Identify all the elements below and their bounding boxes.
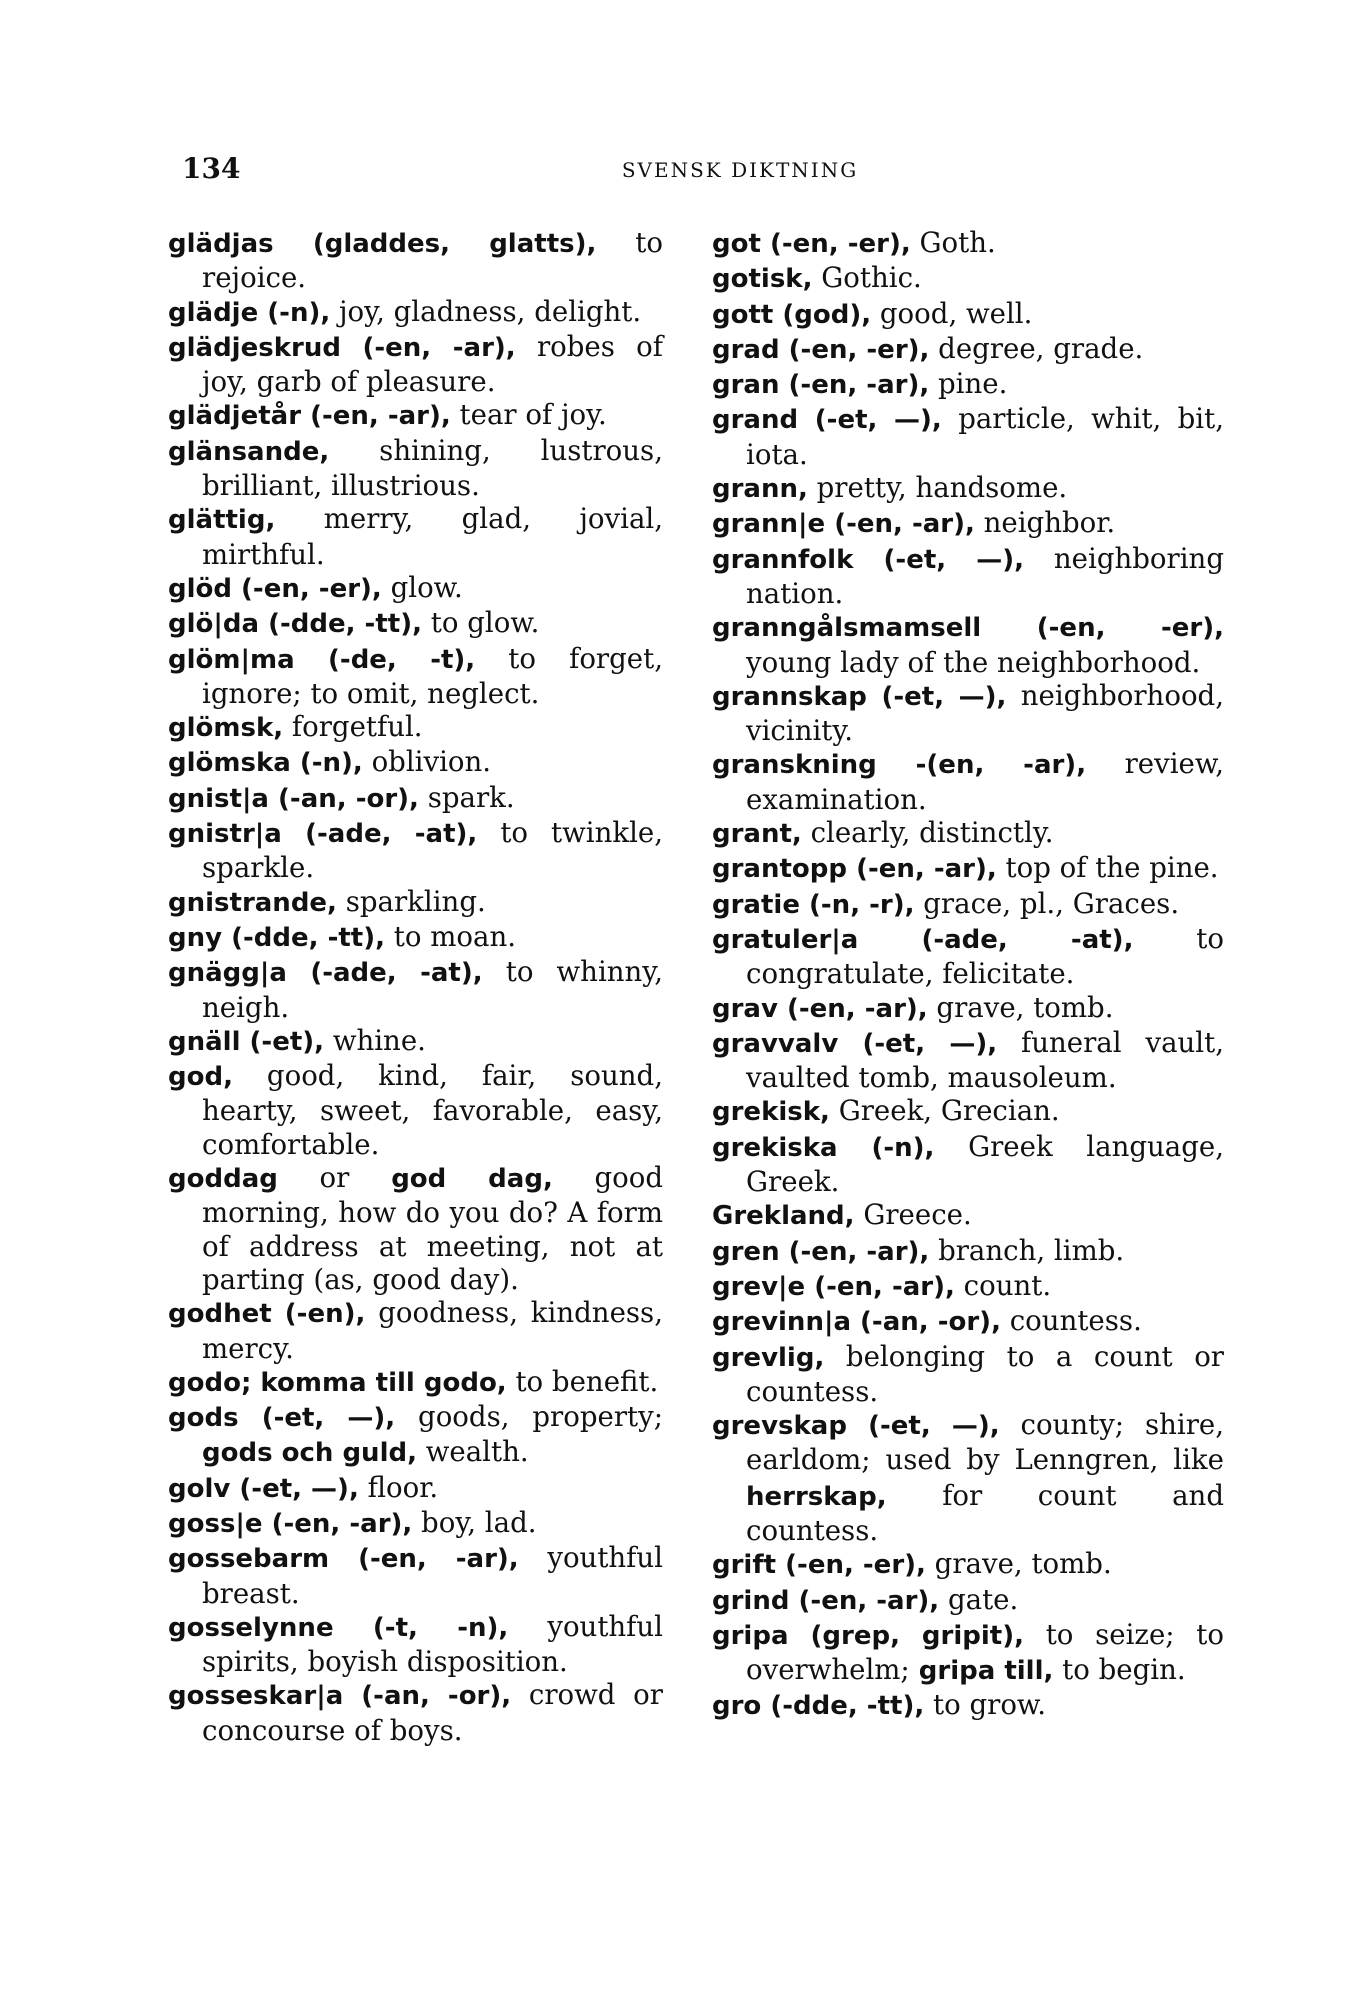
entry-definition: joy, gladness, delight. (330, 294, 642, 328)
entry-headword: gny (168, 922, 223, 953)
entry-definition: Greek language, Greek. (746, 1129, 1225, 1199)
entry-headword: grannfolk (712, 544, 854, 575)
entry-definition: whine. (324, 1023, 426, 1057)
page-header (160, 152, 1230, 192)
entry-definition: goodness, kindness, mercy. (202, 1296, 663, 1365)
dictionary-entry (168, 1059, 663, 1161)
entry-headword: godhet (168, 1299, 272, 1330)
entry-inflection: (-dde, -tt), (222, 922, 385, 953)
entry-headword: gott (712, 299, 774, 330)
entry-definition: to glow. (421, 606, 540, 640)
entry-headword: gosselynne (168, 1612, 334, 1643)
dictionary-entry (712, 506, 1224, 541)
entry-inflection: (-en, -ar), (340, 332, 516, 363)
dictionary-entry (168, 710, 663, 745)
entry-definition: branch, limb. (929, 1233, 1125, 1267)
dictionary-entry (168, 502, 663, 571)
dictionary-entry (168, 398, 663, 433)
entry-inflection: komma till godo, (251, 1367, 507, 1398)
dictionary-entry (168, 885, 663, 920)
entry-headword: grev|e (712, 1271, 806, 1302)
entry-inflection: (-en, -ar), (301, 401, 451, 432)
entry-definition: review, examination. (746, 747, 1225, 816)
entry-inflection: (-an, -or), (851, 1307, 1001, 1338)
entry-definition: to congratulate, felicitate. (746, 921, 1224, 991)
dictionary-entry (168, 295, 663, 330)
entry-headword: gnistrande, (168, 887, 337, 918)
entry-headword: glädje (168, 297, 259, 328)
entry-definition: youthful spirits, boyish disposition. (202, 1609, 663, 1679)
entry-headword: gren (712, 1236, 780, 1267)
entry-inflection: (-en, -ar), (789, 1585, 940, 1616)
entry-headword: glömsk, (168, 713, 284, 744)
entry-headword: gossebarm (168, 1544, 330, 1575)
entry-headword: gnäll (168, 1026, 241, 1057)
dictionary-entry (168, 1365, 663, 1400)
entry-headword: golv (168, 1473, 231, 1504)
dictionary-entry (712, 1583, 1224, 1618)
entry-headword: gripa (712, 1620, 789, 1651)
entry-headword: grift (712, 1550, 777, 1581)
entry-inflection: (-en, -er), (232, 573, 382, 604)
dictionary-entry (168, 1541, 663, 1610)
dictionary-entry (712, 1198, 1224, 1233)
entry-definition: good morning, how do you do? A form of address at meeting, not at parting (as, good day). (202, 1161, 664, 1296)
entry-headword: gnägg|a (168, 958, 287, 989)
entry-inflection: (-en, -ar), (777, 993, 928, 1024)
entry-inflection: (-n), (258, 297, 331, 328)
entry-definition: to moan. (385, 919, 517, 953)
entry-definition: merry, glad, jovial, mirthful. (202, 502, 663, 571)
entry-inflection: (-en), (271, 1299, 366, 1330)
dictionary-entry (168, 1506, 663, 1541)
entry-headword: glöm|ma (168, 644, 295, 675)
entry-definition: to begin. (1053, 1653, 1186, 1687)
entry-headword: grevskap (712, 1411, 847, 1442)
entry-definition: Greek, Grecian. (829, 1094, 1060, 1128)
entry-definition: neighboring nation. (746, 541, 1224, 610)
entry-phrase: god dag, (349, 1164, 553, 1195)
dictionary-entry (712, 816, 1224, 851)
dictionary-entry (712, 1547, 1224, 1582)
dictionary-entry (168, 955, 663, 1024)
entry-phrase: gods och guld, (202, 1438, 417, 1469)
dictionary-entry (168, 1610, 663, 1679)
entry-definition: pine. (929, 367, 1008, 401)
dictionary-entry (712, 1688, 1224, 1723)
entry-inflection: (-et, —), (238, 1403, 396, 1434)
entry-definition: good, well. (871, 296, 1033, 330)
entry-definition: forgetful. (283, 710, 423, 744)
entry-headword: got (712, 229, 761, 259)
dictionary-entry (168, 1400, 663, 1471)
entry-definition: funeral vault, vaulted tomb, mausoleum. (746, 1025, 1224, 1095)
entry-definition: to twinkle, sparkle. (202, 816, 664, 885)
entry-definition: grace, pl., Graces. (914, 886, 1180, 920)
entry-inflection: (-dde, -tt), (259, 609, 422, 640)
entry-definition: sparkling. (336, 884, 486, 918)
dictionary-entry (712, 261, 1224, 296)
entry-inflection: (-et), (240, 1026, 325, 1057)
entry-headword: grant, (712, 819, 802, 850)
dictionary-entry (168, 920, 663, 955)
entry-inflection: (-n), (837, 1132, 935, 1163)
entry-headword: glädjeskrud (168, 332, 341, 363)
entry-headword: grind (712, 1585, 790, 1616)
entry-headword: gnistr|a (168, 819, 282, 850)
entry-headword: gran (712, 370, 780, 401)
entry-headword: grann|e (712, 509, 826, 540)
dictionary-entry (168, 434, 663, 503)
entry-headword: glö|da (168, 609, 260, 640)
entry-inflection: (-en, -ar), (329, 1544, 519, 1575)
entry-inflection: (-en, -ar), (779, 370, 930, 401)
entry-inflection: (-et, —), (230, 1473, 359, 1504)
dictionary-entry (712, 747, 1224, 816)
dictionary-entry (712, 922, 1224, 991)
entry-definition: to rejoice. (202, 226, 663, 295)
entry-phrase: herrskap, (746, 1481, 887, 1512)
entry-definition: pretty, handsome. (807, 471, 1068, 505)
dictionary-entry (168, 571, 663, 606)
entry-headword: grann, (712, 474, 808, 505)
entry-headword: gro (712, 1691, 762, 1722)
entry-headword: gosseskar|a (168, 1681, 344, 1712)
entry-definition: countess. (1000, 1304, 1142, 1338)
entry-headword: glädjas (168, 229, 274, 259)
entry-inflection: -(en, -ar), (876, 750, 1087, 781)
entry-headword: god, (168, 1062, 233, 1093)
entry-inflection: (-ade, -at), (286, 958, 483, 989)
entry-headword: grantopp (712, 854, 848, 885)
entry-definition: particle, whit, bit, iota. (746, 402, 1224, 471)
entry-inflection: (-de, -t), (294, 644, 476, 675)
entry-definition: or (277, 1161, 350, 1195)
dictionary-entry (168, 1471, 663, 1506)
entry-definition: wealth. (416, 1435, 529, 1469)
entry-definition: glow. (381, 570, 463, 604)
dictionary-entry (168, 816, 663, 885)
entry-inflection: (-en, -er), (776, 1550, 926, 1581)
entry-definition: for count and countess. (746, 1478, 1224, 1547)
dictionary-entry (712, 367, 1224, 402)
entry-definition: neighbor. (974, 506, 1116, 540)
entry-definition: grave, tomb. (927, 990, 1114, 1024)
entry-headword: granngålsmamsell (712, 613, 982, 644)
entry-definition: belonging to a count or countess. (746, 1339, 1224, 1408)
entry-headword: grad (712, 334, 780, 365)
dictionary-entry (712, 1094, 1224, 1129)
entry-inflection: (grep, gripit), (788, 1620, 1024, 1651)
entry-inflection: (-an, -or), (343, 1681, 512, 1712)
dictionary-entry (712, 1026, 1224, 1095)
entry-definition: degree, grade. (929, 331, 1144, 365)
dictionary-entry (712, 226, 1224, 261)
entry-inflection: (-en, -ar), (262, 1508, 413, 1539)
entry-definition: Goth. (910, 226, 996, 259)
entry-headword: grevlig, (712, 1342, 825, 1373)
entry-inflection: (-en, -er), (779, 334, 930, 365)
dictionary-entry (168, 1161, 663, 1296)
entry-inflection: (-et, —), (846, 1411, 1000, 1442)
entry-inflection: (-an, -or), (268, 783, 419, 814)
entry-definition: to forget, ignore; to omit, neglect. (202, 641, 663, 710)
dictionary-entry (712, 297, 1224, 332)
dictionary-entry (168, 1296, 663, 1365)
entry-inflection: (-en, -er), (760, 229, 911, 259)
dictionary-entry (712, 851, 1224, 886)
dictionary-entry (712, 887, 1224, 922)
entry-definition: crowd or concourse of boys. (202, 1678, 663, 1747)
dictionary-entry (712, 679, 1224, 748)
page-number: 134 (182, 152, 241, 185)
entry-headword: gratie (712, 889, 800, 920)
entry-headword: grekisk, (712, 1097, 830, 1128)
entry-definition: Gothic. (812, 261, 922, 295)
dictionary-entry (712, 471, 1224, 506)
entry-inflection: (gladdes, glatts), (273, 229, 597, 259)
dictionary-entry (168, 226, 663, 295)
entry-definition: gate. (939, 1582, 1019, 1616)
entry-definition: spark. (418, 780, 515, 814)
entry-headword: grand (712, 405, 799, 436)
entry-definition: robes of joy, garb of pleasure. (202, 329, 664, 399)
entry-definition: shining, lustrous, brilliant, illustrious. (202, 433, 663, 503)
entry-headword: godo; (168, 1367, 252, 1398)
entry-inflection: (-en, -ar), (805, 1271, 955, 1302)
entry-headword: glöd (168, 573, 232, 604)
entry-headword: gotisk, (712, 264, 813, 295)
dictionary-entry (712, 1408, 1224, 1547)
entry-headword: Grekland, (712, 1201, 855, 1232)
entry-headword: gnist|a (168, 783, 269, 814)
entry-headword: goss|e (168, 1508, 263, 1539)
entry-definition: clearly, distinctly. (801, 816, 1054, 850)
dictionary-entry (712, 332, 1224, 367)
entry-headword: grevinn|a (712, 1307, 851, 1338)
entry-inflection: (-et, —), (866, 681, 1007, 712)
dictionary-entry (712, 991, 1224, 1026)
entry-inflection: (-n, -r), (799, 889, 915, 920)
entry-headword: gods (168, 1403, 239, 1434)
entry-phrase: gripa till, (909, 1656, 1054, 1687)
entry-inflection: (-et, —), (853, 544, 1025, 575)
entry-definition: Greece. (854, 1198, 972, 1232)
dictionary-entry (712, 1130, 1224, 1199)
dictionary-entry (168, 606, 663, 641)
dictionary-entry (712, 542, 1224, 611)
entry-inflection: (-t, -n), (333, 1612, 509, 1643)
entry-headword: gratuler|a (712, 924, 859, 955)
entry-headword: grannskap (712, 681, 867, 712)
entry-definition: good, kind, fair, sound, hearty, sweet, favorable, easy, comfortable. (202, 1059, 663, 1161)
left-column (168, 226, 663, 1747)
dictionary-entry (168, 330, 663, 399)
entry-headword: glänsande, (168, 436, 330, 467)
dictionary-entry (712, 1304, 1224, 1339)
running-title: SVENSK DIKTNING (621, 158, 859, 182)
dictionary-entry (168, 745, 663, 780)
entry-definition: grave, tomb. (925, 1547, 1112, 1581)
dictionary-entry (712, 1340, 1224, 1409)
entry-inflection: (-ade, -at), (858, 924, 1134, 955)
entry-inflection: (-n), (290, 748, 363, 779)
entry-headword: glömska (168, 748, 291, 779)
entry-headword: grav (712, 993, 778, 1024)
entry-inflection: (god), (773, 299, 872, 330)
entry-definition: count. (954, 1268, 1052, 1302)
entry-definition: top of the pine. (996, 851, 1219, 885)
entry-headword: goddag (168, 1164, 278, 1195)
entry-definition: floor. (358, 1470, 439, 1504)
entry-definition: boy, lad. (412, 1505, 537, 1539)
entry-inflection: (-en, -ar), (779, 1236, 930, 1267)
dictionary-entry (712, 1269, 1224, 1304)
entry-definition: tear of joy. (450, 398, 607, 432)
entry-inflection: (-et, —), (838, 1028, 998, 1059)
entry-definition: neighborhood, vicinity. (746, 678, 1224, 748)
entry-inflection: (-en, -er), (981, 613, 1224, 644)
entry-inflection: (-en, -ar), (825, 509, 975, 540)
dictionary-entry (168, 642, 663, 711)
entry-headword: granskning (712, 750, 877, 781)
entry-definition: goods, property; (395, 1400, 663, 1434)
entry-definition: to whinny, neigh. (202, 955, 664, 1024)
dictionary-entry (712, 1234, 1224, 1269)
entry-definition: young lady of the neighborhood. (746, 645, 1201, 679)
dictionary-entry (712, 610, 1224, 679)
entry-headword: glädjetår (168, 401, 302, 432)
right-column (712, 226, 1224, 1724)
dictionary-entry (712, 402, 1224, 471)
entry-definition: to grow. (924, 1688, 1047, 1722)
entry-headword: gravvalv (712, 1028, 839, 1059)
entry-inflection: (-en, -ar), (847, 854, 997, 885)
entry-definition: to benefit. (506, 1364, 659, 1398)
entry-headword: glättig, (168, 505, 276, 536)
dictionary-entry (168, 1678, 663, 1747)
dictionary-entry (168, 781, 663, 816)
entry-inflection: (-et, —), (798, 405, 942, 436)
entry-definition: youthful breast. (202, 1541, 663, 1610)
dictionary-entry (168, 1024, 663, 1059)
entry-definition: oblivion. (362, 745, 492, 779)
dictionary-entry (712, 1618, 1224, 1689)
entry-inflection: (-ade, -at), (281, 819, 478, 850)
entry-definition: county; shire, earldom; used by Lenngren, like (746, 1408, 1224, 1477)
entry-inflection: (-dde, -tt), (761, 1691, 925, 1722)
entry-headword: grekiska (712, 1132, 838, 1163)
entry-definition: to seize; to overwhelm; (746, 1617, 1224, 1687)
